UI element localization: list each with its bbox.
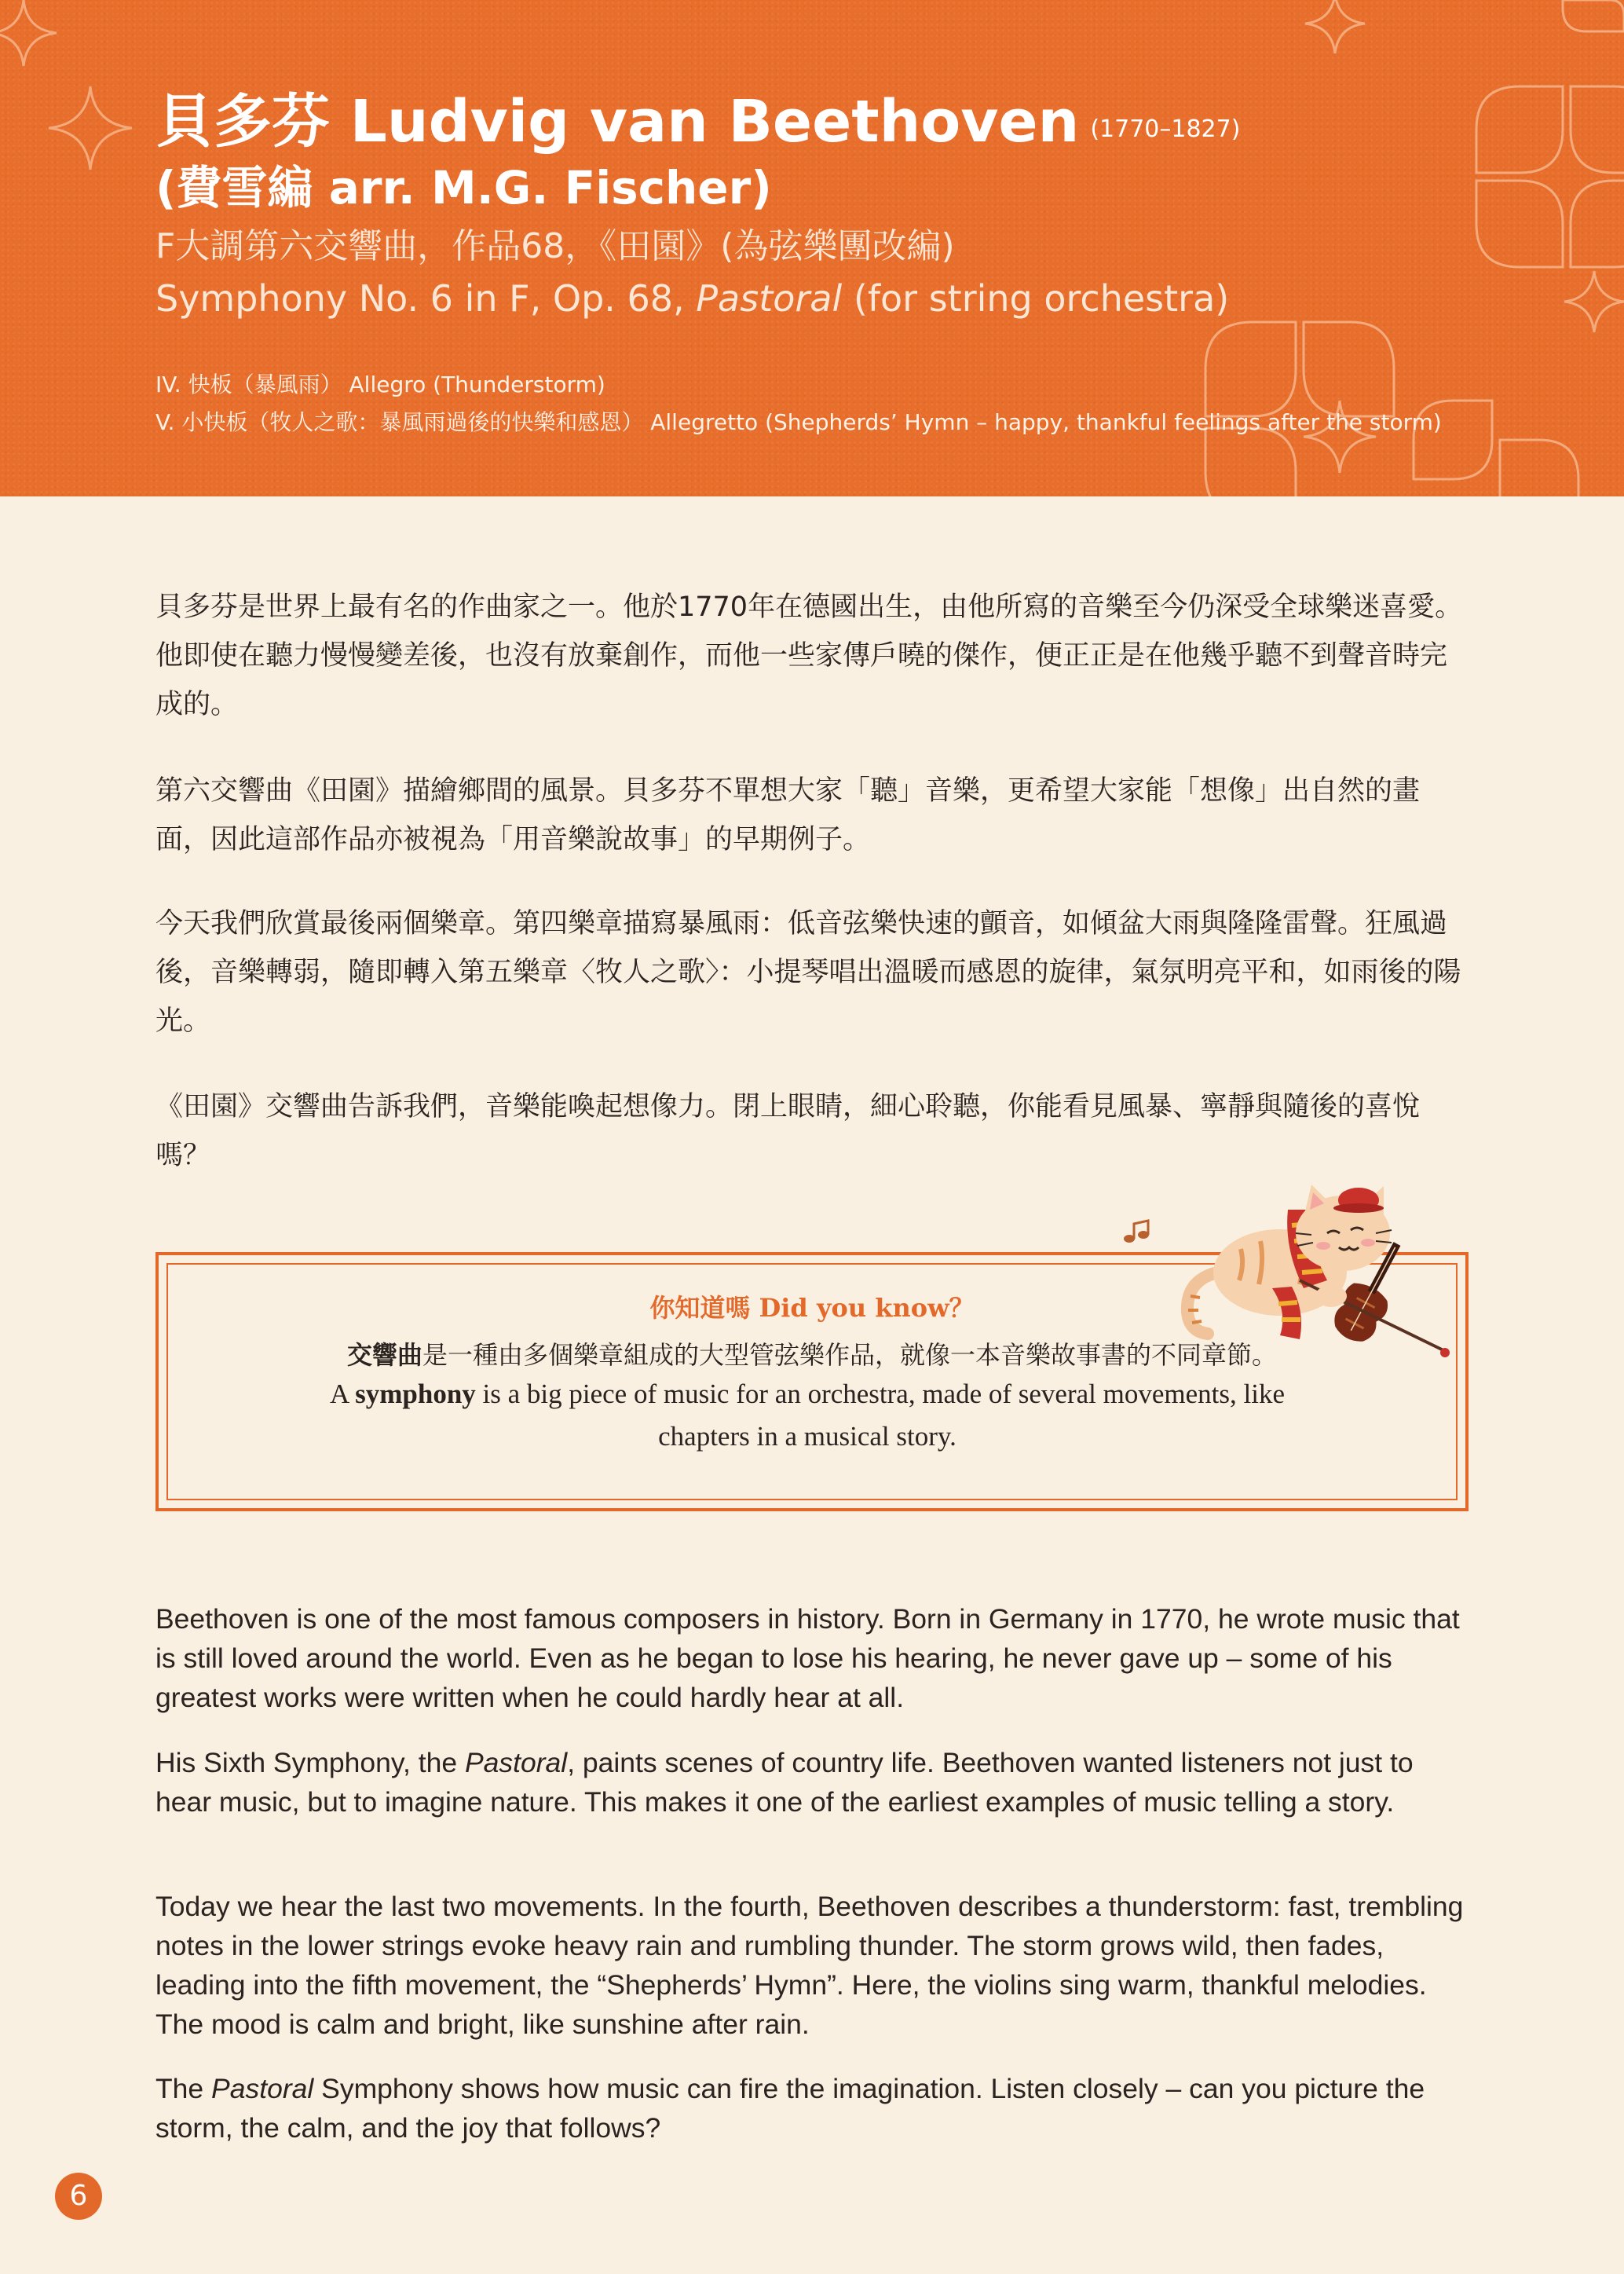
movement-v: V. 小快板（牧人之歌：暴風雨過後的快樂和感恩） Allegretto (Shepherds’ Hymn – happy, thankful feelings after the storm) (155, 409, 1442, 435)
sparkle-icon (1564, 271, 1624, 332)
zh-paragraph-4: 《田園》交響曲告訴我們，音樂能喚起想像力。閉上眼睛，細心聆聽，你能看見風暴、寧靜與隨後的喜悅嗎？ (155, 1091, 1421, 1171)
composer-years: (1770–1827) (1090, 115, 1241, 143)
music-note-icon (1124, 1221, 1149, 1243)
en-paragraph-3: Today we hear the last two movements. In the fourth, Beethoven describes a thunderstorm: fast, trembling notes in the lower strings evoke heavy rain and rumbling thunder. The storm grows wild, then fades, leading into the fifth movement, the “Shepherds’ Hymn”. Here, the violins sing warm, thankful melodies. The mood is calm and bright, like sunshine after rain. (155, 1891, 1464, 2040)
sparkle-icon (49, 86, 132, 170)
cat-violin-illustration (1099, 1178, 1461, 1367)
composer-title: 貝多芬 Ludvig van Beethoven (1770–1827) (155, 88, 1241, 156)
work-title-en: Symphony No. 6 in F, Op. 68, Pastoral (for string orchestra) (155, 277, 1230, 320)
zh-paragraph-3: 今天我們欣賞最後兩個樂章。第四樂章描寫暴風雨：低音弦樂快速的顫音，如傾盆大雨與隆隆雷聲。狂風過後，音樂轉弱，隨即轉入第五樂章〈牧人之歌〉：小提琴唱出溫暖而感恩的旋律，氣氛明亮平和，如雨後的陽光。 (155, 908, 1461, 1037)
en-paragraph-1: Beethoven is one of the most famous composers in history. Born in Germany in 1770, he wrote music that is still loved around the world. Even as he began to lose his hearing, he never gave up – some of his greatest works were written when he could hardly hear at all. (155, 1603, 1460, 1713)
sparkle-icon (0, 0, 57, 66)
page-number: 6 (55, 2173, 102, 2220)
en-paragraph-2: His Sixth Symphony, the Pastoral, paints scenes of country life. Beethoven wanted listeners not just to hear music, but to imagine nature. This makes it one of the earliest examples of music telling a story. (155, 1747, 1414, 1818)
sparkle-icon (1305, 0, 1365, 53)
movement-iv: IV. 快板（暴風雨） Allegro (Thunderstorm) (155, 372, 605, 397)
work-title-zh: F大調第六交響曲，作品68，《田園》(為弦樂團改編) (155, 226, 955, 266)
zh-paragraph-1: 貝多芬是世界上最有名的作曲家之一。他於1770年在德國出生，由他所寫的音樂至今仍深受全球樂迷喜愛。他即使在聽力慢慢變差後，也沒有放棄創作，而他一些家傳戶曉的傑作，便正正是在他幾乎聽不到聲音時完成的。 (155, 591, 1463, 720)
en-paragraph-4: The Pastoral Symphony shows how music can fire the imagination. Listen closely – can you picture the storm, the calm, and the joy that follows? (155, 2073, 1425, 2144)
header-banner (0, 0, 1624, 496)
arranger-title: (費雪編 arr. M.G. Fischer) (155, 161, 772, 214)
did-you-know-title: 你知道嗎 Did you know？ (649, 1293, 975, 1323)
did-you-know-zh: 交響曲是一種由多個樂章組成的大型管弦樂作品，就像一本音樂故事書的不同章節。 (346, 1340, 1278, 1370)
zh-paragraph-2: 第六交響曲《田園》描繪鄉間的風景。貝多芬不單想大家「聽」音樂，更希望大家能「想像」出自然的畫面，因此這部作品亦被視為「用音樂說故事」的早期例子。 (155, 775, 1421, 855)
did-you-know-en: A symphony is a big piece of music for an orchestra, made of several movements, like chapters in a musical story. (330, 1379, 1285, 1452)
